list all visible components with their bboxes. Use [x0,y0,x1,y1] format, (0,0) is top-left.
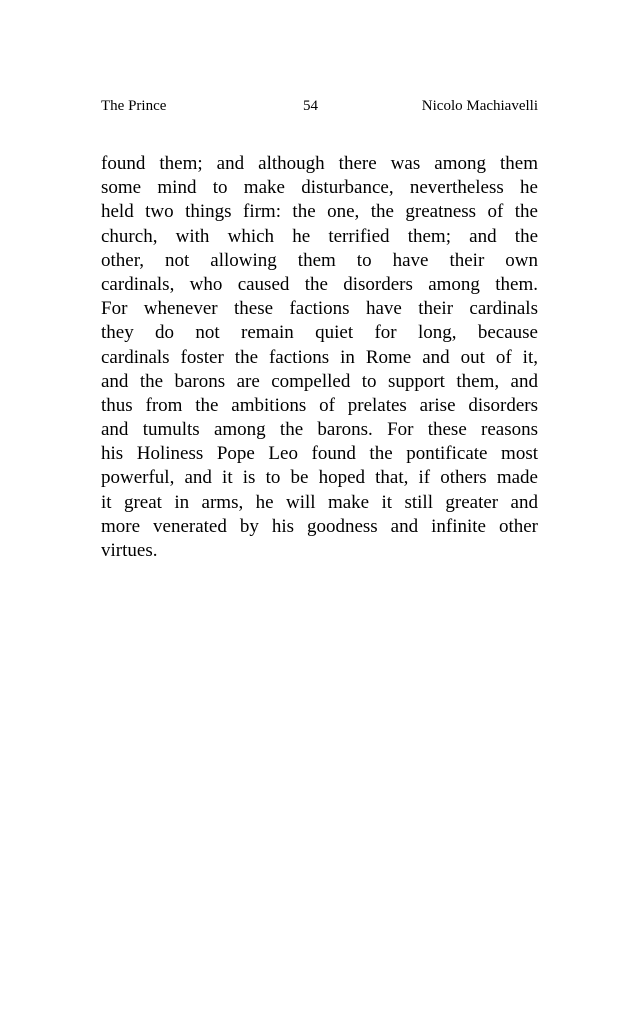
text-line: held two things firm: the one, the greatness of the [101,201,538,223]
page-number: 54 [303,98,318,114]
text-line: cardinals foster the factions in Rome and out of it, [101,346,538,368]
author-name: Nicolo Machiavelli [421,98,538,114]
body-paragraph [101,152,538,563]
text-line: virtues. [101,540,158,561]
text-line: found them; and although there was among them [101,153,538,174]
text-line: and the barons are compelled to support them, and [101,370,538,392]
text-line: and tumults among the barons. For these reasons [101,419,538,441]
running-header [101,95,538,117]
text-line: his Holiness Pope Leo found the pontificate most [101,443,538,465]
text-line: other, not allowing them to have their own [101,249,538,271]
text-line: more venerated by his goodness and infinite other [101,515,538,537]
text-line: some mind to make disturbance, nevertheless he [101,177,538,199]
book-title: The Prince [101,98,167,114]
text-line: they do not remain quiet for long, because [101,322,538,344]
text-line: powerful, and it is to be hoped that, if others made [101,467,538,489]
text-line: For whenever these factions have their cardinals [101,298,538,320]
text-line: it great in arms, he will make it still greater and [101,491,538,513]
text-line: cardinals, who caused the disorders among them. [101,273,538,295]
text-line: thus from the ambitions of prelates arise disorders [101,394,538,416]
text-line: church, with which he terrified them; and the [101,225,538,247]
